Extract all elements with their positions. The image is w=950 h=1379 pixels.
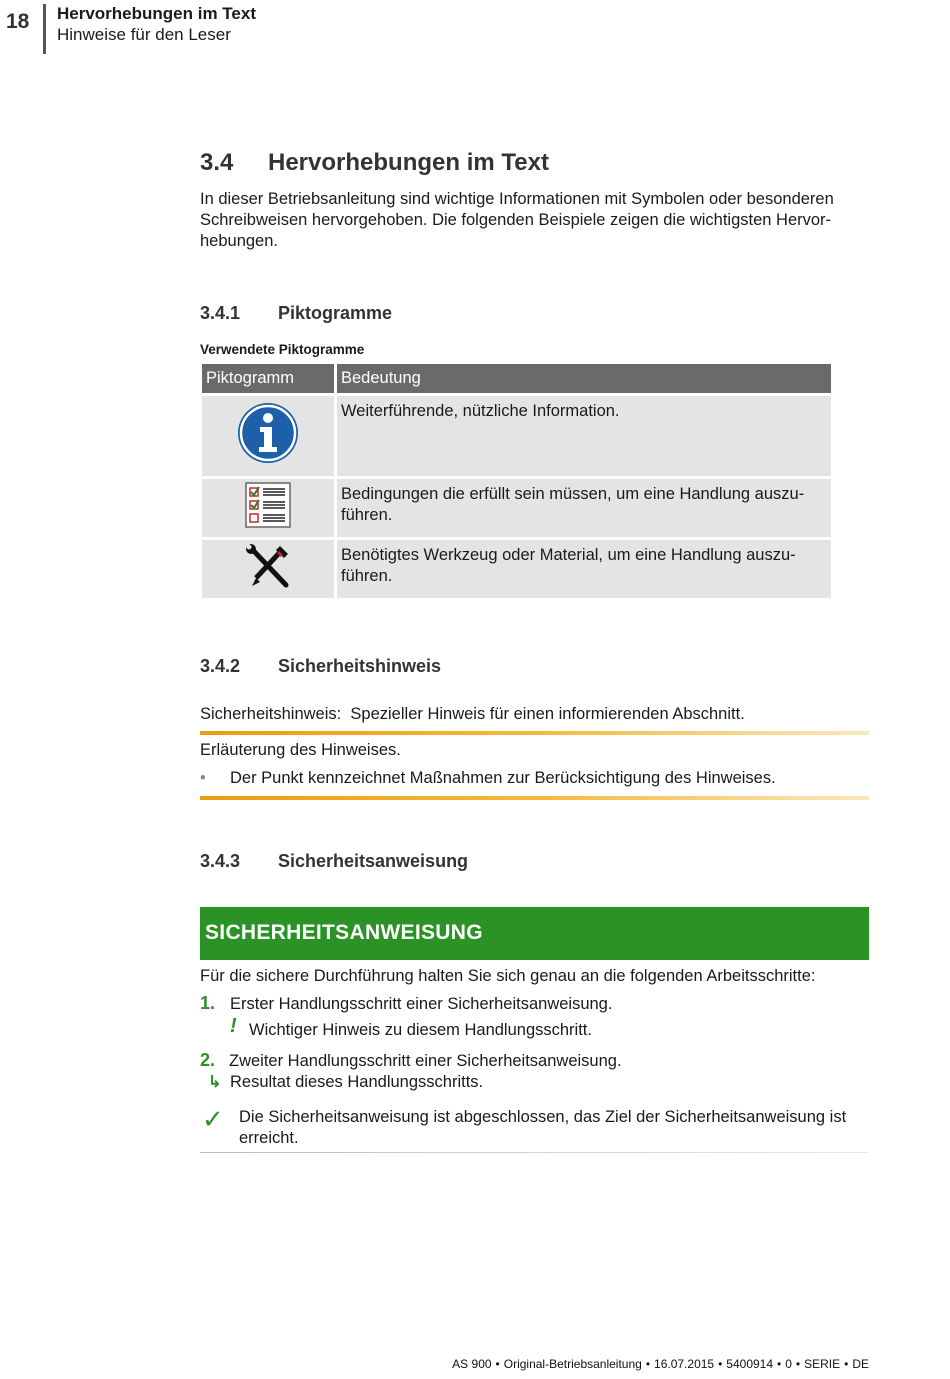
footer-separator: • [795,1357,801,1371]
completion-line: Die Sicherheitsanweisung ist abgeschlossen, das Ziel der Sicherheitsanweisung ist [239,1108,847,1126]
pictograms-heading [200,303,392,324]
header-title: Hervorhebungen im Text [57,4,256,23]
safety-instruction-intro: Für die sichere Durchführung halten Sie sich genau an die folgenden Arbeitsschritte: [200,967,816,985]
warning-exclamation-icon: ! [230,1015,237,1037]
bullet-dot: • [200,769,206,787]
section-number: 3.4 [200,149,234,176]
footer-series: SERIE [804,1357,841,1371]
step-number: 2. [200,1050,216,1070]
safety-notice-text: Spezieller Hinweis für einen informierenden Abschnitt. [350,705,745,723]
column-header-meaning: Bedeutung [337,364,831,393]
step-note: Wichtiger Hinweis zu diesem Handlungsschritt. [249,1021,592,1039]
step-result: Resultat dieses Handlungsschritts. [230,1073,484,1091]
footer-revision: 0 [785,1357,792,1371]
step-text: Zweiter Handlungsschritt einer Sicherheitsanweisung. [229,1052,622,1070]
safety-instruction-banner [200,907,869,960]
tools-icon [244,542,292,590]
safety-notice-bullet: Der Punkt kennzeichnet Maßnahmen zur Berücksichtigung des Hinweises. [230,769,776,787]
safety-instruction-heading [200,851,468,872]
step-number: 1. [200,993,216,1013]
safety-notice-heading [200,656,441,677]
table-header-row [202,364,831,393]
table-cell-icon [202,479,334,537]
page-number: 18 [6,10,30,33]
footer-separator: • [495,1357,500,1371]
meaning-line: führen. [341,506,393,524]
footer-product: AS 900 [452,1357,492,1371]
header-divider [43,4,46,54]
footer-separator: • [777,1357,782,1371]
meaning-line: Weiterführende, nützliche Information. [341,402,620,420]
safety-notice-title: Sicherheitshinweis [278,656,442,676]
safety-instruction-number: 3.4.3 [200,851,241,871]
safety-notice-label: Sicherheitshinweis: [200,705,342,723]
meaning-line: führen. [341,567,393,585]
section-title: Hervorhebungen im Text [268,149,549,176]
info-icon [236,401,300,465]
table-row [202,396,831,476]
table-row [202,479,831,537]
column-header-pictogram: Piktogramm [202,364,334,393]
checklist-icon [245,482,291,528]
footer-doc: Original-Betriebsanleitung [503,1357,642,1371]
safety-notice-number: 3.4.2 [200,656,241,676]
footer-date: 16.07.2015 [654,1357,715,1371]
table-caption: Verwendete Piktogramme [200,342,365,357]
page-footer [300,1357,869,1371]
result-arrow-icon: ↳ [208,1074,222,1091]
safety-instruction-title: Sicherheitsanweisung [278,851,469,871]
checkmark-icon: ✓ [202,1104,224,1134]
footer-language: DE [852,1357,869,1371]
table-cell-icon [202,396,334,476]
table-cell-icon [202,540,334,598]
footer-doc-number: 5400914 [726,1357,774,1371]
intro-line: Schreibweisen hervorgehoben. Die folgenden Beispiele zeigen die wichtigsten Hervor- [200,211,832,229]
pictograms-title: Piktogramme [278,303,393,323]
banner-label: SICHERHEITSANWEISUNG [205,921,483,944]
safety-notice-explanation: Erläuterung des Hinweises. [200,741,401,759]
intro-line: hebungen. [200,232,278,250]
footer-separator: • [645,1357,651,1371]
completion-line: erreicht. [239,1129,299,1147]
table-cell-meaning [337,540,831,598]
section-intro [200,189,870,252]
safety-notice-header [200,704,870,725]
table-cell-meaning [337,396,831,476]
pictogram-table [199,361,834,601]
table-row [202,540,831,598]
completion-text [239,1107,879,1149]
safety-notice-top-line [200,731,869,735]
header-subtitle: Hinweise für den Leser [57,25,231,44]
footer-separator: • [844,1357,849,1371]
step-text: Erster Handlungsschritt einer Sicherheitsanweisung. [230,995,613,1013]
meaning-line: Benötigtes Werkzeug oder Material, um eine Handlung auszu- [341,546,796,564]
safety-notice-bottom-line [200,796,869,800]
table-cell-meaning [337,479,831,537]
end-divider [200,1152,869,1153]
footer-separator: • [718,1357,723,1371]
section-heading [200,149,549,177]
meaning-line: Bedingungen die erfüllt sein müssen, um eine Handlung auszu- [341,485,805,503]
pictograms-number: 3.4.1 [200,303,241,323]
intro-line: In dieser Betriebsanleitung sind wichtige Informationen mit Symbolen oder besonderen [200,190,834,208]
